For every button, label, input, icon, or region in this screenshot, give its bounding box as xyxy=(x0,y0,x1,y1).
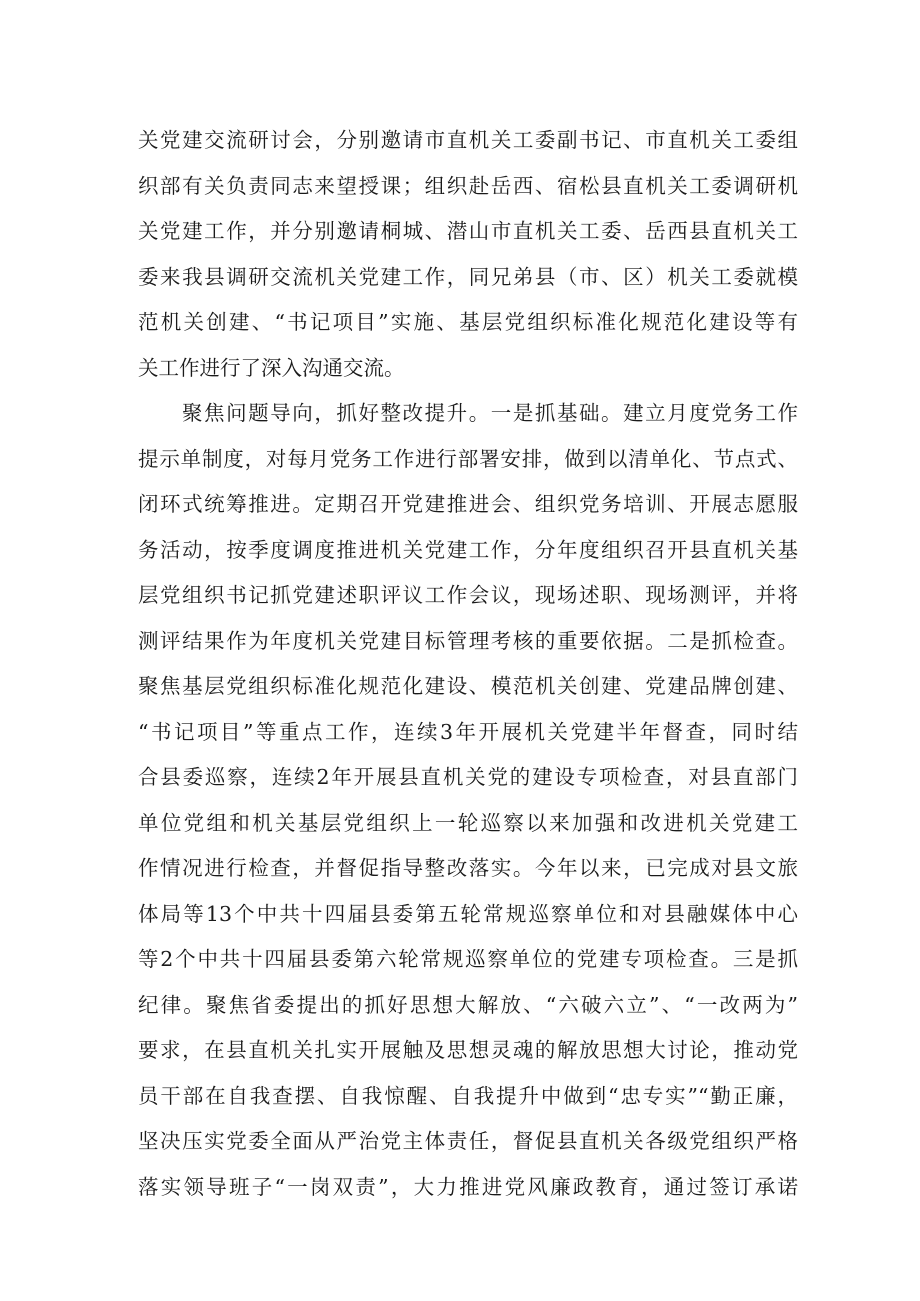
text-line: 要求，在县直机关扎实开展触及思想灵魂的解放思想大讨论，推动党 xyxy=(138,1038,798,1062)
text-line: 闭环式统筹推进。定期召开党建推进会、组织党务培训、开展志愿服 xyxy=(138,492,798,516)
text-line: 提示单制度，对每月党务工作进行部署安排，做到以清单化、节点式、 xyxy=(138,446,798,471)
text-line: 等2个中共十四届县委第六轮常规巡察单位的党建专项检查。三是抓 xyxy=(138,947,798,971)
text-line: 织部有关负责同志来望授课；组织赴岳西、宿松县直机关工委调研机 xyxy=(138,173,798,198)
text-line: 层党组织书记抓党建述职评议工作会议，现场述职、现场测评，并将 xyxy=(138,583,798,607)
text-line: 务活动，按季度调度推进机关党建工作，分年度组织召开县直机关基 xyxy=(138,537,798,562)
text-line: 测评结果作为年度机关党建目标管理考核的重要依据。二是抓检查。 xyxy=(138,628,798,653)
paragraph-start-line: 聚焦问题导向，抓好整改提升。一是抓基础。建立月度党务工作 xyxy=(182,401,798,425)
text-line: 委来我县调研交流机关党建工作，同兄弟县（市、区）机关工委就模 xyxy=(138,264,798,289)
text-line: 员干部在自我查摆、自我惊醒、自我提升中做到“忠专实”“勤正廉， xyxy=(138,1083,798,1108)
text-line: 单位党组和机关基层党组织上一轮巡察以来加强和改进机关党建工 xyxy=(138,810,798,835)
text-line: “书记项目”等重点工作，连续3年开展机关党建半年督查，同时结 xyxy=(138,719,798,744)
text-line: 合县委巡察，连续2年开展县直机关党的建设专项检查，对县直部门 xyxy=(138,765,798,789)
text-line: 关党建交流研讨会，分别邀请市直机关工委副书记、市直机关工委组 xyxy=(138,128,798,152)
text-line: 体局等13个中共十四届县委第五轮常规巡察单位和对县融媒体中心 xyxy=(138,901,798,926)
text-line: 关党建工作，并分别邀请桐城、潜山市直机关工委、岳西县直机关工 xyxy=(138,219,798,243)
text-line: 关工作进行了深入沟通交流。 xyxy=(138,355,405,380)
text-line: 范机关创建、“书记项目”实施、基层党组织标准化规范化建设等有 xyxy=(138,310,798,334)
text-line: 纪律。聚焦省委提出的抓好思想大解放、“六破六立”、“一改两为” xyxy=(138,992,798,1017)
text-line: 坚决压实党委全面从严治党主体责任，督促县直机关各级党组织严格 xyxy=(138,1129,798,1153)
text-line: 落实领导班子“一岗双责”，大力推进党风廉政教育，通过签订承诺 xyxy=(138,1174,798,1199)
text-line: 作情况进行检查，并督促指导整改落实。今年以来，已完成对县文旅 xyxy=(138,856,798,880)
text-line: 聚焦基层党组织标准化规范化建设、模范机关创建、党建品牌创建、 xyxy=(138,674,798,698)
body-text xyxy=(138,118,798,1210)
